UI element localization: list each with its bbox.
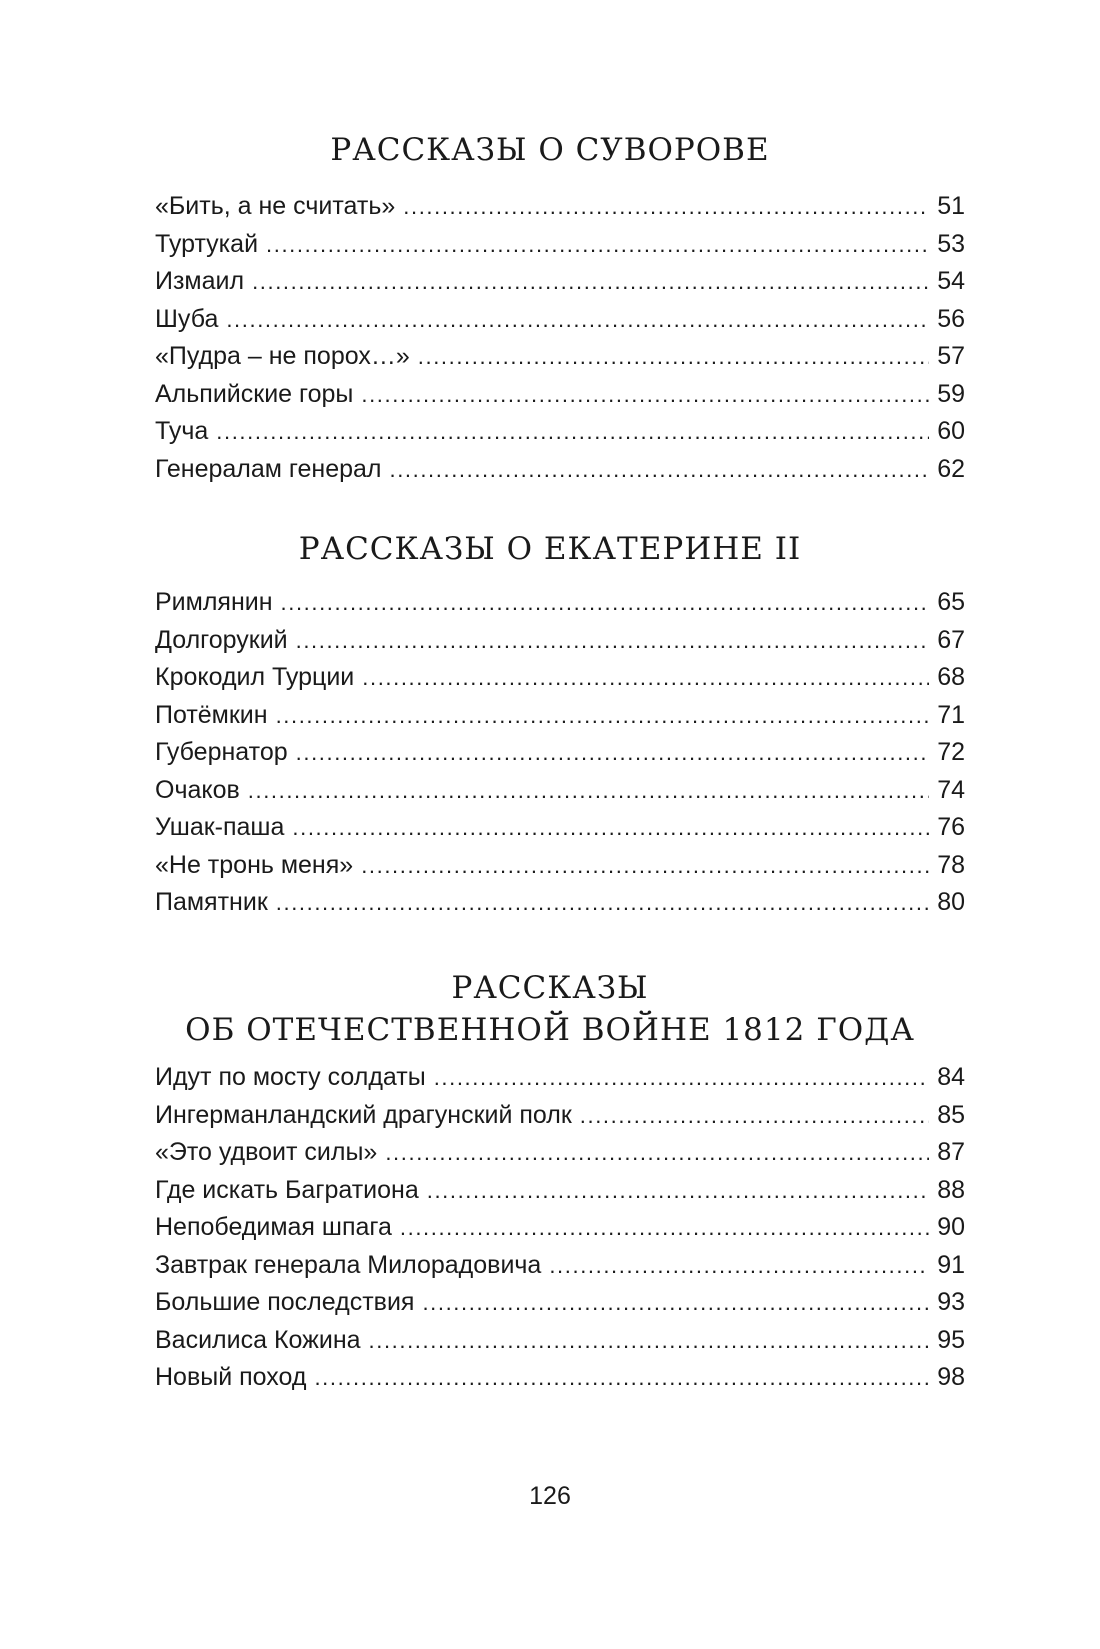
dot-leader	[248, 772, 929, 810]
toc-list-suvorov	[155, 188, 965, 488]
toc-entry[interactable]	[155, 1247, 965, 1285]
toc-entry-page: 84	[937, 1063, 965, 1091]
toc-entry[interactable]	[155, 451, 965, 489]
toc-entry-page: 90	[937, 1213, 965, 1241]
toc-entry[interactable]	[155, 1097, 965, 1135]
toc-entry-page: 51	[937, 192, 965, 220]
dot-leader	[427, 1172, 929, 1210]
dot-leader	[580, 1097, 929, 1135]
toc-entry-page: 72	[937, 738, 965, 766]
section-title-suvorov: РАССКАЗЫ О СУВОРОВЕ	[330, 132, 770, 168]
toc-entry-page: 87	[937, 1138, 965, 1166]
toc-entry[interactable]	[155, 188, 965, 226]
toc-entry[interactable]	[155, 1322, 965, 1360]
page-number: 126	[529, 1482, 571, 1510]
dot-leader	[361, 847, 929, 885]
toc-entry[interactable]	[155, 584, 965, 622]
toc-list-1812	[155, 1059, 965, 1397]
dot-leader	[296, 734, 929, 772]
toc-entry-title: Непобедимая шпага	[155, 1213, 392, 1241]
toc-entry[interactable]	[155, 376, 965, 414]
toc-entry-title: Большие последствия	[155, 1288, 415, 1316]
toc-entry-page: 80	[937, 888, 965, 916]
toc-entry[interactable]	[155, 1359, 965, 1397]
toc-entry-page: 56	[937, 304, 965, 333]
toc-entry-title: Генералам генерал	[155, 454, 382, 483]
toc-entry[interactable]	[155, 1059, 965, 1097]
toc-entry-page: 88	[937, 1175, 965, 1204]
toc-entry-page: 59	[937, 379, 965, 408]
toc-entry-page: 93	[937, 1288, 965, 1316]
toc-entry[interactable]	[155, 809, 965, 847]
toc-entry[interactable]	[155, 226, 965, 264]
toc-entry-page: 54	[937, 267, 965, 295]
dot-leader	[418, 338, 929, 376]
toc-entry-title: Очаков	[155, 775, 240, 804]
toc-entry-title: Памятник	[155, 888, 268, 916]
toc-entry-title: Долгорукий	[155, 625, 288, 654]
dot-leader	[361, 376, 929, 414]
dot-leader	[369, 1322, 929, 1360]
toc-entry[interactable]	[155, 659, 965, 697]
dot-leader	[385, 1134, 929, 1172]
toc-entry-page: 95	[937, 1325, 965, 1354]
toc-entry-title: Ушак-паша	[155, 813, 285, 841]
toc-entry-title: «Бить, а не считать»	[155, 192, 396, 220]
dot-leader	[549, 1247, 929, 1285]
dot-leader	[266, 226, 929, 264]
dot-leader	[276, 884, 929, 922]
toc-entry-page: 98	[937, 1363, 965, 1391]
toc-entry-title: Шуба	[155, 304, 219, 333]
toc-entry[interactable]	[155, 884, 965, 922]
toc-list-catherine	[155, 584, 965, 922]
toc-entry[interactable]	[155, 1284, 965, 1322]
toc-entry-page: 85	[937, 1100, 965, 1129]
toc-entry-title: Потёмкин	[155, 700, 268, 729]
dot-leader	[400, 1209, 929, 1247]
toc-entry-title: Туча	[155, 417, 209, 445]
toc-entry-title: Новый поход	[155, 1363, 307, 1391]
toc-entry-title: Крокодил Турции	[155, 663, 355, 691]
toc-entry-page: 74	[937, 775, 965, 804]
toc-entry-page: 53	[937, 229, 965, 258]
toc-entry[interactable]	[155, 301, 965, 339]
section-title-1812-line2: ОБ ОТЕЧЕСТВЕННОЙ ВОЙНЕ 1812 ГОДА	[185, 1012, 915, 1048]
toc-entry-page: 67	[937, 625, 965, 654]
toc-entry-title: Альпийские горы	[155, 379, 354, 408]
toc-entry-title: Ингерманландский драгунский полк	[155, 1100, 572, 1129]
toc-entry[interactable]	[155, 338, 965, 376]
dot-leader	[226, 301, 929, 339]
toc-entry-title: «Пудра – не порох…»	[155, 342, 410, 370]
toc-entry-page: 68	[937, 663, 965, 691]
dot-leader	[252, 263, 929, 301]
toc-entry[interactable]	[155, 1134, 965, 1172]
dot-leader	[216, 413, 929, 451]
toc-entry-page: 65	[937, 588, 965, 616]
toc-entry-title: Завтрак генерала Милорадовича	[155, 1250, 542, 1279]
dot-leader	[403, 188, 929, 226]
toc-entry[interactable]	[155, 734, 965, 772]
dot-leader	[390, 451, 930, 489]
toc-entry-title: Римлянин	[155, 588, 273, 616]
toc-entry-title: Туртукай	[155, 229, 259, 258]
toc-entry-page: 60	[937, 417, 965, 445]
section-title-catherine: РАССКАЗЫ О ЕКАТЕРИНЕ II	[298, 531, 802, 567]
dot-leader	[292, 809, 929, 847]
dot-leader	[276, 697, 929, 735]
toc-entry-page: 91	[937, 1250, 965, 1279]
dot-leader	[362, 659, 929, 697]
toc-entry[interactable]	[155, 697, 965, 735]
dot-leader	[434, 1059, 929, 1097]
toc-entry[interactable]	[155, 263, 965, 301]
toc-entry[interactable]	[155, 1209, 965, 1247]
dot-leader	[314, 1359, 929, 1397]
toc-entry-title: Идут по мосту солдаты	[155, 1063, 426, 1091]
toc-entry[interactable]	[155, 1172, 965, 1210]
toc-entry-title: Василиса Кожина	[155, 1325, 361, 1354]
toc-entry-page: 62	[937, 454, 965, 483]
toc-entry-title: Измаил	[155, 267, 245, 295]
toc-entry-title: Губернатор	[155, 738, 288, 766]
toc-entry-page: 76	[937, 813, 965, 841]
dot-leader	[296, 622, 929, 660]
toc-entry-title: Где искать Багратиона	[155, 1175, 419, 1204]
toc-entry-page: 71	[937, 700, 965, 729]
toc-entry[interactable]	[155, 413, 965, 451]
toc-entry[interactable]	[155, 772, 965, 810]
section-title-1812-line1: РАССКАЗЫ	[451, 970, 649, 1006]
toc-entry-page: 57	[937, 342, 965, 370]
toc-entry-page: 78	[937, 850, 965, 879]
toc-entry-title: «Это удвоит силы»	[155, 1138, 378, 1166]
toc-entry[interactable]	[155, 847, 965, 885]
dot-leader	[422, 1284, 929, 1322]
toc-entry[interactable]	[155, 622, 965, 660]
dot-leader	[281, 584, 929, 622]
toc-entry-title: «Не тронь меня»	[155, 850, 354, 879]
